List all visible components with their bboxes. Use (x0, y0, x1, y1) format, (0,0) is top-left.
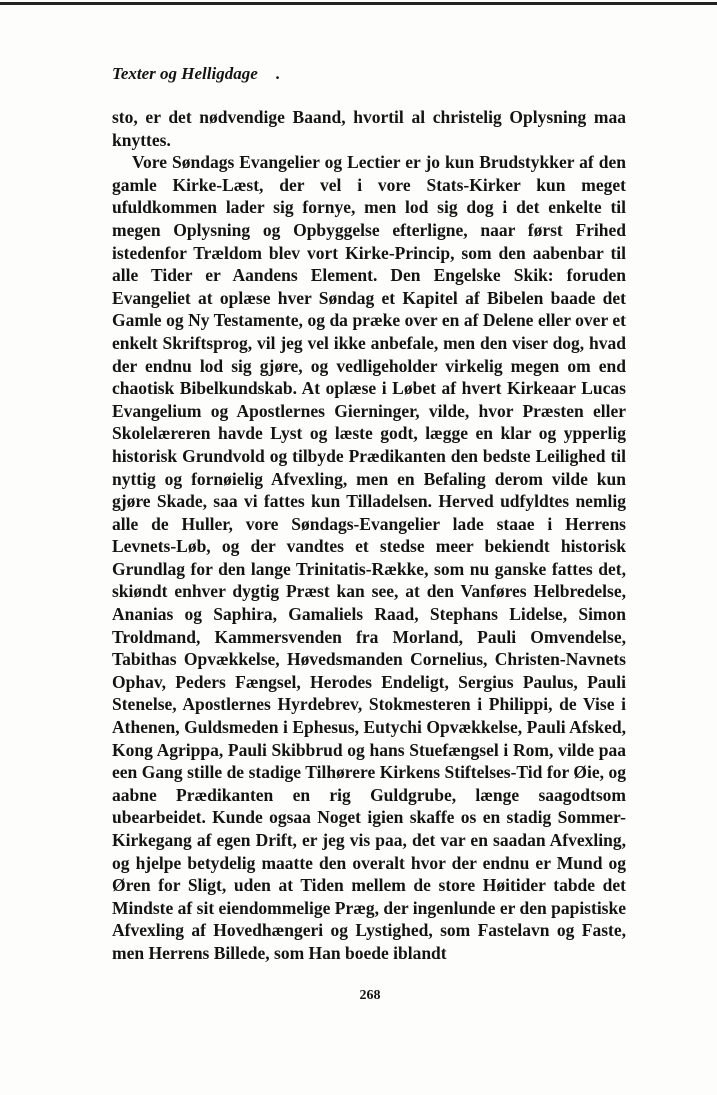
page-number: 268 (359, 988, 381, 1003)
body-text (112, 106, 626, 965)
top-border (0, 2, 717, 5)
running-header (112, 64, 632, 84)
paragraph-continuation: sto, er det nødvendige Baand, hvortil al christelig Oplysning maa knyttes. (112, 107, 626, 150)
paragraph-main: Vore Søndags Evangelier og Lectier er jo kun Brudstykker af den gamle Kirke-Læst, der vel i vore Stats-Kirker kun meget ufuldkommen lader sig fornye, men lod sig dog i det enkelte til megen Oplysning og Opbyggelse efterligne, naar først Frihed istedenfor Trældom blev vort Kirke-Princip, som den aabenbar til alle Tider er Aandens Element. Den Engelske Skik: foruden Evangeliet at oplæse hver Søndag et Kapitel af Bibelen baade det Gamle og Ny Testamente, og da præke over en af Delene eller over et enkelt Skriftsprog, vil jeg vel ikke anbefale, men den viser dog, hvad der endnu lod sig gjøre, og vedligeholder virkelig megen om end chaotisk Bibelkundskab. At oplæse i Løbet af hvert Kirkeaar Lucas Evangelium og Apostlernes Gierninger, vilde, hvor Præsten eller Skolelæreren havde Lyst og læste godt, lægge en klar og ypperlig historisk Grundvold og tilbyde Prædikanten den bedste Leilighed til nyttig og fornøielig Afvexling, men en Befaling derom vilde kun gjøre Skade, saa vi fattes kun Tilladelsen. Herved udfyldtes nemlig alle de Huller, vore Søndags-Evangelier lade staae i Herrens Levnets-Løb, og der vandtes et stedse meer bekiendt historisk Grundlag for den lange Trinitatis-Række, som nu ganske fattes det, skiøndt enhver dygtig Præst kan see, at den Vanføres Helbredelse, Ananias og Saphira, Gamaliels Raad, Stephans Lidelse, Simon Troldmand, Kammersvenden fra Morland, Pauli Omvendelse, Tabithas Opvækkelse, Høvedsmanden Cornelius, Christen-Navnets Ophav, Peders Fængsel, Herodes Endeligt, Sergius Paulus, Pauli Stenelse, Apostlernes Hyrdebrev, Stokmesteren i Philippi, de Vise i Athenen, Guldsmeden i Ephesus, Eutychi Opvækkelse, Pauli Afsked, Kong Agrippa, Pauli Skibbrud og hans Stuefængsel i Rom, vilde paa een Gang stille de stadige Tilhørere Kirkens Stiftelses-Tid for Øie, og aabne Prædikanten en rig Guldgrube, længe saagodtsom ubearbeidet. Kunde ogsaa Noget igien skaffe os en stadig Sommer-Kirkegang af egen Drift, er jeg vis paa, det var en saadan Afvexling, og hjelpe betydelig maatte den overalt hvor der endnu er Mund og Øren for Sligt, uden at Tiden mellem de store Høitider tabde det Mindste af sit eiendommelige Præg, der ingenlunde er den papistiske Afvexling af Hovedhængeri og Lystighed, som Fastelavn og Faste, men Herrens Billede, som Han boede iblandt (112, 152, 626, 963)
running-title: Texter og Helligdage (112, 64, 258, 83)
header-dot: . (276, 64, 281, 83)
